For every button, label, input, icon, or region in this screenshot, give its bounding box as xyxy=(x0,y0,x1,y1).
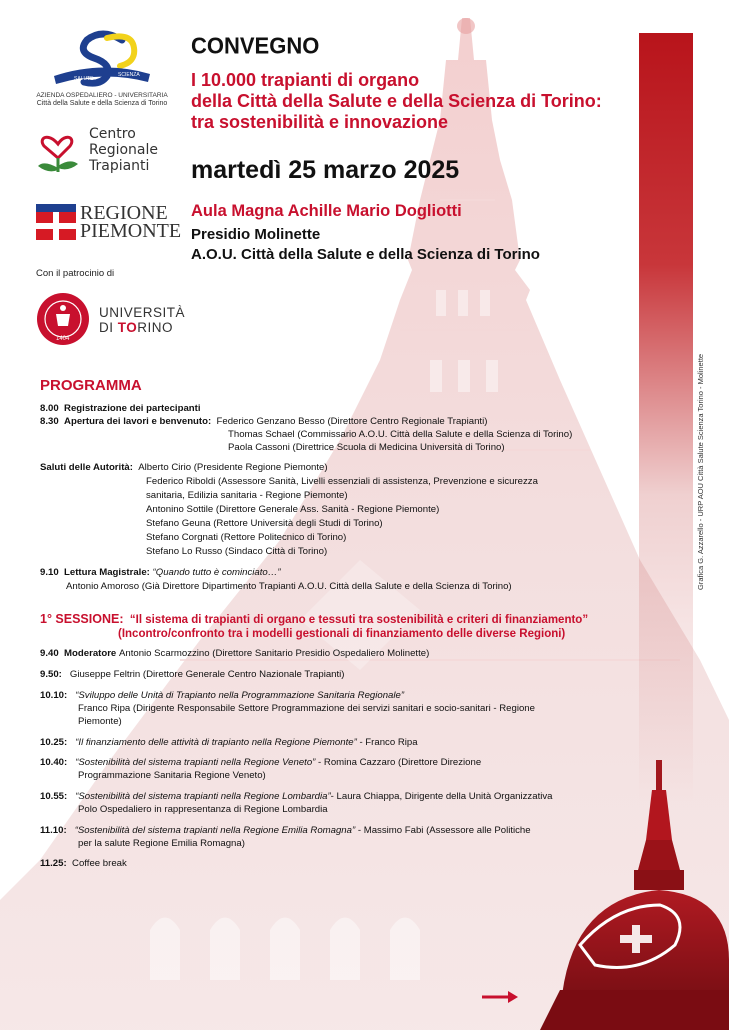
session-row: per la salute Regione Emilia Romagna) xyxy=(78,838,245,849)
crt-line-2: Regionale xyxy=(89,142,159,158)
session-row: Programmazione Sanitaria Regione Veneto) xyxy=(78,770,266,781)
prog-row: Stefano Corgnati (Rettore Politecnico di Torino) xyxy=(146,532,347,543)
title-line-3: tra sostenibilità e innovazione xyxy=(191,112,449,132)
prog-row: Antonino Sottile (Direttore Generale Ass. Sanità - Regione Piemonte) xyxy=(146,504,440,515)
event-date: martedì 25 marzo 2025 xyxy=(191,156,460,184)
session-row: 11.10: “Sostenibilità del sistema trapianti nella Regione Emilia Romagna” - Massimo Fabi (Assessore alle Politiche xyxy=(40,825,531,836)
session-row: 10.10: “Sviluppo delle Unità di Trapianto nella Programmazione Sanitaria Regionale” xyxy=(40,690,405,701)
prog-row: Federico Riboldi (Assessore Sanità, Livelli essenziali di assistenza, Prevenzione e sicurezza xyxy=(146,476,538,487)
title-line-2: della Città della Salute e della Scienza di Torino: xyxy=(191,91,602,111)
red-side-bar xyxy=(639,33,693,803)
aou-emblem-icon xyxy=(32,30,172,92)
aou-caption-1: AZIENDA OSPEDALIERO - UNIVERSITARIA xyxy=(36,92,168,99)
regione-line-2: PIEMONTE xyxy=(80,220,182,242)
session-row: Piemonte) xyxy=(78,716,122,727)
regione-logo xyxy=(36,204,186,240)
unito-line-1: UNIVERSITÀ xyxy=(99,305,186,320)
prog-row: 8.00 Registrazione dei partecipanti xyxy=(40,403,201,414)
aou-logo xyxy=(32,30,172,108)
unito-line-2: DI TORINO xyxy=(99,320,174,335)
session-row: Polo Ospedaliero in rappresentanza di Regione Lombardia xyxy=(78,804,328,815)
event-title xyxy=(191,70,661,133)
heart-flower-icon xyxy=(34,122,84,174)
crt-line-3: Trapianti xyxy=(89,158,150,174)
unito-seal-icon xyxy=(36,292,90,346)
credits-text: Grafica G. Azzarello - URP AOU Città Salute Scienza Torino - Molinette xyxy=(696,353,705,590)
prog-row: Stefano Geuna (Rettore Università degli Studi di Torino) xyxy=(146,518,383,529)
session-row: 11.25: Coffee break xyxy=(40,858,127,869)
arrow-right-icon[interactable] xyxy=(482,990,518,1004)
prog-row: sanitaria, Edilizia sanitaria - Regione Piemonte) xyxy=(146,490,348,501)
prog-row: Thomas Schael (Commissario A.O.U. Città della Salute e della Scienza di Torino) xyxy=(228,429,573,440)
prog-row: 8.30 Apertura dei lavori e benvenuto: Federico Genzano Besso (Direttore Centro Regionale Trapianti) xyxy=(40,416,488,427)
session-label: 1° SESSIONE: xyxy=(40,612,124,626)
prog-row: 9.10 Lettura Magistrale: “Quando tutto è cominciato…” xyxy=(40,567,281,578)
prog-row: Stefano Lo Russo (Sindaco Città di Torino) xyxy=(146,546,328,557)
session-row: Franco Ripa (Dirigente Responsabile Settore Programmazione dei servizi sanitari e socio-sanitari - Regione xyxy=(78,703,535,714)
crt-line-1: Centro xyxy=(89,126,136,142)
aou-band-left: SALUTE xyxy=(74,76,94,82)
venue-presidio: Presidio Molinette xyxy=(191,226,321,243)
venue-aou: A.O.U. Città della Salute e della Scienza di Torino xyxy=(191,246,540,263)
aou-band-right: SCIENZA xyxy=(118,72,140,78)
venue-name: Aula Magna Achille Mario Dogliotti xyxy=(191,202,462,220)
regione-line-1: REGIONE xyxy=(80,202,168,224)
crt-logo xyxy=(34,122,174,182)
session-header xyxy=(40,612,588,641)
title-line-1: I 10.000 trapianti di organo xyxy=(191,70,420,90)
session-title-2: (Incontro/confronto tra i modelli gestionali di finanziamento delle diverse Regioni) xyxy=(118,628,566,640)
patrocinio-label: Con il patrocinio di xyxy=(36,268,115,279)
session-row: 10.25: “Il finanziamento delle attività di trapianto nella Regione Piemonte” - Franco Ripa xyxy=(40,737,418,748)
session-title-1: “Il sistema di trapianti di organo e tessuti tra sostenibilità e criteri di finanziamento” xyxy=(129,614,589,626)
session-row: 10.40: “Sostenibilità del sistema trapianti nella Regione Veneto” - Romina Cazzaro (Direttore Direzione xyxy=(40,757,482,768)
prog-row: Saluti delle Autorità: Alberto Cirio (Presidente Regione Piemonte) xyxy=(40,462,328,473)
session-row: 10.55: “Sostenibilità del sistema trapianti nella Regione Lombardia”- Laura Chiappa, Dirigente della Unità Organizzativa xyxy=(40,791,553,802)
session-row: 9.50: Giuseppe Feltrin (Direttore Generale Centro Nazionale Trapianti) xyxy=(40,669,345,680)
programma-title: PROGRAMMA xyxy=(40,377,142,394)
unito-seal-year: 1404 xyxy=(56,336,70,342)
prog-row: Antonio Amoroso (Già Direttore Dipartimento Trapianti A.O.U. Città della Salute e della Scienza di Torino) xyxy=(66,581,512,592)
session-row: 9.40 Moderatore Antonio Scarmozzino (Direttore Sanitario Presidio Ospedaliero Molinette) xyxy=(40,648,430,659)
unito-logo xyxy=(36,292,186,346)
regione-flag-icon xyxy=(36,204,76,240)
prog-row: Paola Cassoni (Direttrice Scuola di Medicina Università di Torino) xyxy=(228,442,505,453)
aou-caption-2: Città della Salute e della Scienza di Torino xyxy=(36,100,168,107)
convegno-label: CONVEGNO xyxy=(191,32,320,59)
